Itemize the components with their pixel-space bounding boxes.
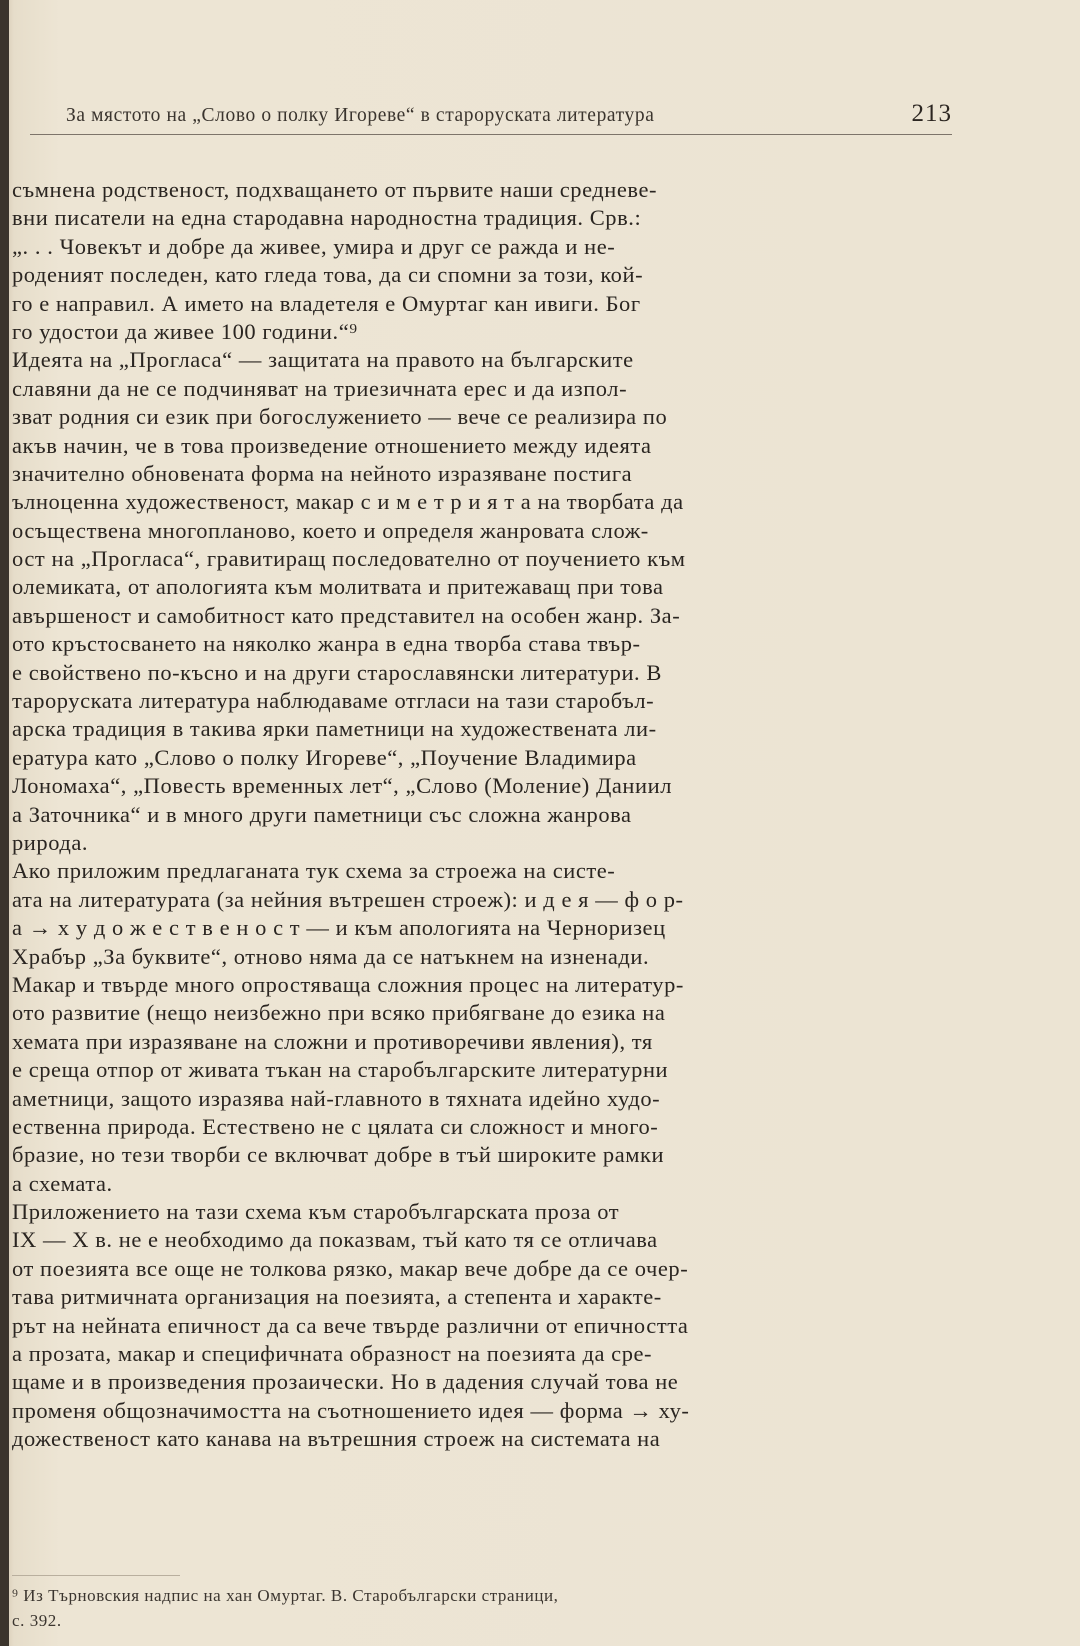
text-line: Храбър „За буквите“, отново няма да се натъкнем на изненади. — [12, 943, 650, 969]
text-line: е среща отпор от живата тъкан на старобългарските литературни — [12, 1057, 669, 1083]
header-rule — [30, 134, 952, 135]
text-line: а прозата, макар и специфичната образност на поезията да сре- — [12, 1341, 653, 1367]
footnote — [12, 1583, 972, 1633]
text-line: значително обновената форма на нейното изразяване постига — [12, 460, 633, 486]
text-line: рът на нейната епичност да са вече твърде различни от епичността — [12, 1312, 689, 1338]
text-line: арска традиция в такива ярки паметници на художествената ли- — [12, 716, 657, 742]
text-line: е свойствено по-късно и на други старославянски литератури. В — [12, 659, 662, 685]
text-line: авършеност и самобитност като представител на особен жанр. За- — [12, 602, 681, 628]
text-line: а Заточника“ и в много други паметници със сложна жанрова — [12, 801, 632, 827]
text-line: щаме и в произведения прозаически. Но в дадения случай това не — [12, 1369, 679, 1395]
text-line: осъществена многопланово, което и определя жанровата слож- — [12, 517, 649, 543]
text-line: роденият последен, като гледа това, да си спомни за този, кой- — [12, 262, 644, 288]
footnote-line: с. 392. — [12, 1611, 62, 1630]
text-line: Идеята на „Прогласа“ — защитата на правото на българските — [12, 347, 634, 373]
footnote-rule — [12, 1575, 180, 1576]
text-line: дожественост като канава на вътрешния строеж на системата на — [12, 1426, 661, 1452]
text-line: а схемата. — [12, 1170, 113, 1196]
text-line: рирода. — [12, 829, 89, 855]
text-line: ература като „Слово о полку Игореве“, „Поучение Владимира — [12, 744, 637, 770]
text-line: акъв начин, че в това произведение отношението между идеята — [12, 432, 652, 458]
text-line: тава ритмичната организация на поезията, а степента и характе- — [12, 1284, 662, 1310]
text-line: а → х у д о ж е с т в е н о с т — и към апологията на Черноризец — [12, 915, 666, 941]
book-spine-shadow — [0, 0, 9, 1646]
text-line: тароруската литература наблюдаваме отгласи на тази старобъл- — [12, 688, 655, 714]
text-line: Макар и твърде много опростяваща сложния процес на литератур- — [12, 971, 684, 997]
text-line: славяни да не се подчиняват на триезичната ерес и да изпол- — [12, 375, 628, 401]
text-line: ълноценна художественост, макар с и м е т р и я т а на творбата да — [12, 489, 684, 515]
page-number: 213 — [911, 100, 952, 127]
text-line: ото развитие (нещо неизбежно при всяко прибягване до езика на — [12, 1000, 666, 1026]
text-line: ост на „Прогласа“, гравитиращ последователно от поучението към — [12, 546, 686, 572]
text-line: зват родния си език при богослужението — вече се реализира по — [12, 404, 668, 430]
text-line: променя общозначимостта на съотношението идея — форма → ху- — [12, 1397, 690, 1423]
body-text — [12, 176, 964, 1454]
footnote-line: ⁹ Из Търновския надпис на хан Омуртаг. В. Старобългарски страници, — [12, 1586, 559, 1605]
text-line: бразие, но тези творби се включват добре в тъй широките рамки — [12, 1142, 665, 1168]
text-line: съмнена родственост, подхващането от първите наши средневе- — [12, 177, 658, 202]
running-title: За мястото на „Слово о полку Игореве“ в староруската литература — [66, 105, 655, 126]
text-line: Ако приложим предлаганата тук схема за строежа на систе- — [12, 858, 616, 884]
text-line: ественна природа. Естествено не с цялата си сложност и много- — [12, 1113, 659, 1139]
text-line: вни писатели на една стародавна народностна традиция. Срв.: — [12, 205, 642, 231]
text-line: Приложението на тази схема към старобългарската проза от — [12, 1199, 620, 1225]
text-line: „. . . Човекът и добре да живее, умира и друг се ражда и не- — [12, 233, 616, 259]
text-line: го е направил. А името на владетеля е Омуртаг кан ивиги. Бог — [12, 290, 641, 316]
running-header — [66, 100, 952, 128]
text-line: ото кръстосването на няколко жанра в една творба става твър- — [12, 631, 641, 657]
text-line: олемиката, от апологията към молитвата и притежаващ при това — [12, 574, 664, 600]
text-line: го удостои да живее 100 години.“⁹ — [12, 318, 358, 344]
text-line: IX — X в. не е необходимо да показвам, тъй като тя се отличава — [12, 1227, 658, 1253]
text-line: хемата при изразяване на сложни и противоречиви явления), тя — [12, 1028, 653, 1054]
text-line: Лономаха“, „Повесть временных лет“, „Слово (Моление) Даниил — [12, 773, 672, 799]
text-line: ата на литературата (за нейния вътрешен строеж): и д е я — ф о р- — [12, 886, 684, 912]
text-line: аметници, защото изразява най-главното в тяхната идейно худо- — [12, 1085, 661, 1111]
text-line: от поезията все още не толкова рязко, макар вече добре да се очер- — [12, 1255, 689, 1281]
